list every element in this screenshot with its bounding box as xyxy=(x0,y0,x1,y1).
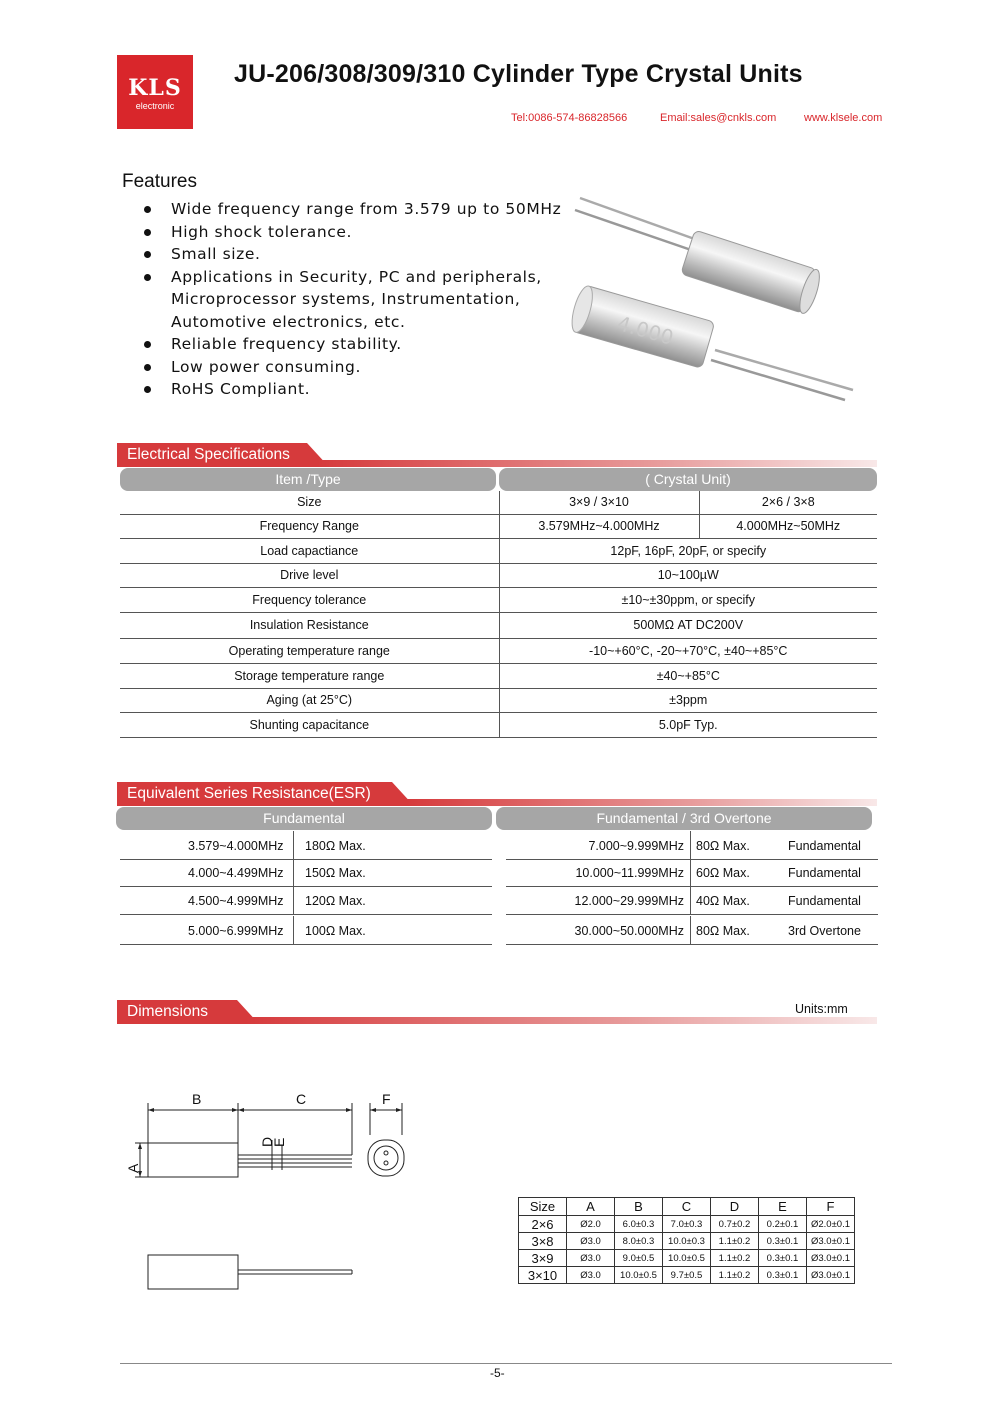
dim-label-d: D xyxy=(259,1136,275,1147)
spec-value: 3.579MHz~4.000MHz xyxy=(499,514,699,538)
table-cell: 9.0±0.5 xyxy=(615,1250,663,1267)
table-cell: 7.0±0.3 xyxy=(663,1216,711,1233)
feature-item: Small size. xyxy=(141,243,561,266)
esr-freq: 30.000~50.000MHz xyxy=(574,924,684,938)
esr-mode: Fundamental xyxy=(788,839,861,853)
esr-banner xyxy=(117,782,877,806)
table-row xyxy=(519,1267,855,1284)
spec-value: ±40~+85°C xyxy=(499,663,877,688)
spec-label: Shunting capacitance xyxy=(120,712,499,737)
table-cell: 10.0±0.3 xyxy=(663,1233,711,1250)
spec-value: 2×6 / 3×8 xyxy=(699,491,877,514)
esr-resistance: 120Ω Max. xyxy=(305,894,366,908)
table-cell: 0.3±0.1 xyxy=(759,1233,807,1250)
esr-resistance: 80Ω Max. xyxy=(696,924,750,938)
column-header: D xyxy=(711,1198,759,1216)
table-cell: 2×6 xyxy=(519,1216,567,1233)
spec-value: ±10~±30ppm, or specify xyxy=(499,587,877,612)
table-row xyxy=(120,886,492,915)
dim-label-c: C xyxy=(296,1091,307,1107)
page-number: -5- xyxy=(490,1366,505,1380)
table-cell: 1.1±0.2 xyxy=(711,1233,759,1250)
footer-divider xyxy=(120,1363,892,1364)
esr-freq: 4.500~4.999MHz xyxy=(188,894,284,908)
feature-item-continued: Automotive electronics, etc. xyxy=(171,312,406,331)
esr-freq: 10.000~11.999MHz xyxy=(575,866,684,880)
esr-resistance: 100Ω Max. xyxy=(305,924,366,938)
esr-mode: Fundamental xyxy=(788,866,861,880)
table-cell: 0.7±0.2 xyxy=(711,1216,759,1233)
table-cell: Ø3.0 xyxy=(567,1250,615,1267)
esr-resistance: 40Ω Max. xyxy=(696,894,750,908)
table-row xyxy=(120,491,877,514)
dimensions-banner xyxy=(117,1000,877,1024)
dim-label-b: B xyxy=(192,1091,202,1107)
contact-email: Email:sales@cnkls.com xyxy=(660,112,777,124)
spec-header-type: ( Crystal Unit) xyxy=(499,468,877,491)
column-header: Size xyxy=(519,1198,567,1216)
table-row xyxy=(120,663,877,688)
table-cell: 0.3±0.1 xyxy=(759,1250,807,1267)
electrical-spec-title: Electrical Specifications xyxy=(117,443,307,467)
esr-mode: Fundamental xyxy=(788,894,861,908)
spec-label: Aging (at 25°C) xyxy=(120,688,499,712)
table-row xyxy=(506,916,878,945)
table-cell: 3×9 xyxy=(519,1250,567,1267)
feature-item: RoHS Compliant. xyxy=(141,378,561,401)
spec-label: Frequency Range xyxy=(120,514,499,538)
crystal-product-photo xyxy=(545,190,865,405)
electrical-spec-table xyxy=(120,491,877,738)
esr-header-overtone: Fundamental / 3rd Overtone xyxy=(496,807,872,830)
logo-subtext: electronic xyxy=(135,101,175,111)
units-label: Units:mm xyxy=(795,1002,848,1016)
spec-value: 4.000MHz~50MHz xyxy=(699,514,877,538)
feature-item: Wide frequency range from 3.579 up to 50MHz xyxy=(141,198,561,221)
table-cell: 3×10 xyxy=(519,1267,567,1284)
dimension-drawing xyxy=(120,1085,420,1295)
column-header: A xyxy=(567,1198,615,1216)
esr-header-fundamental: Fundamental xyxy=(116,807,492,830)
spec-label: Size xyxy=(120,491,499,514)
esr-freq: 7.000~9.999MHz xyxy=(588,839,684,853)
spec-label: Frequency tolerance xyxy=(120,587,499,612)
dimensions-table xyxy=(518,1197,855,1284)
dim-label-f: F xyxy=(382,1091,391,1107)
column-header: E xyxy=(759,1198,807,1216)
table-cell: 6.0±0.3 xyxy=(615,1216,663,1233)
table-cell: Ø3.0 xyxy=(567,1233,615,1250)
logo-text: KLS xyxy=(128,75,182,101)
feature-item: Low power consuming. xyxy=(141,356,561,379)
dim-label-a: A xyxy=(125,1163,141,1173)
table-row xyxy=(120,514,877,538)
spec-value: 3×9 / 3×10 xyxy=(499,491,699,514)
spec-value: -10~+60°C, -20~+70°C, ±40~+85°C xyxy=(499,638,877,663)
table-cell: 9.7±0.5 xyxy=(663,1267,711,1284)
table-row xyxy=(120,916,492,945)
table-cell: Ø2.0±0.1 xyxy=(807,1216,855,1233)
table-row xyxy=(120,638,877,663)
column-header: C xyxy=(663,1198,711,1216)
electrical-spec-banner xyxy=(117,443,877,467)
table-row xyxy=(120,538,877,563)
table-cell: 0.3±0.1 xyxy=(759,1267,807,1284)
page-title: JU-206/308/309/310 Cylinder Type Crystal Units xyxy=(234,60,803,88)
spec-value: 10~100µW xyxy=(499,563,877,587)
table-row xyxy=(519,1216,855,1233)
esr-resistance: 180Ω Max. xyxy=(305,839,366,853)
features-list xyxy=(141,198,561,401)
esr-resistance: 80Ω Max. xyxy=(696,839,750,853)
table-row xyxy=(519,1233,855,1250)
feature-item: Reliable frequency stability. xyxy=(141,333,561,356)
table-cell: 1.1±0.2 xyxy=(711,1267,759,1284)
spec-label: Operating temperature range xyxy=(120,638,499,663)
spec-header-item: Item /Type xyxy=(120,468,496,491)
table-row xyxy=(120,587,877,612)
features-heading: Features xyxy=(122,171,197,192)
crystal-marking: 4.000 xyxy=(614,310,677,350)
table-cell: 1.1±0.2 xyxy=(711,1250,759,1267)
table-cell: Ø3.0±0.1 xyxy=(807,1233,855,1250)
column-header: B xyxy=(615,1198,663,1216)
table-row xyxy=(120,612,877,638)
table-cell: 10.0±0.5 xyxy=(615,1267,663,1284)
esr-resistance: 60Ω Max. xyxy=(696,866,750,880)
esr-freq: 12.000~29.999MHz xyxy=(574,894,684,908)
esr-freq: 5.000~6.999MHz xyxy=(188,924,284,938)
contact-website: www.klsele.com xyxy=(804,112,883,124)
table-cell: 10.0±0.5 xyxy=(663,1250,711,1267)
table-cell: 3×8 xyxy=(519,1233,567,1250)
dimensions-title: Dimensions xyxy=(117,1000,237,1024)
table-row xyxy=(506,831,878,860)
table-row xyxy=(519,1198,855,1216)
table-row xyxy=(506,886,878,915)
column-header: F xyxy=(807,1198,855,1216)
table-row xyxy=(120,712,877,737)
feature-item: High shock tolerance. xyxy=(141,221,561,244)
esr-freq: 4.000~4.499MHz xyxy=(188,866,284,880)
spec-label: Drive level xyxy=(120,563,499,587)
esr-freq: 3.579~4.000MHz xyxy=(188,839,284,853)
spec-value: ±3ppm xyxy=(499,688,877,712)
feature-item: Applications in Security, PC and peripherals, xyxy=(141,266,561,289)
table-row xyxy=(506,858,878,887)
table-row xyxy=(120,688,877,712)
spec-value: 12pF, 16pF, 20pF, or specify xyxy=(499,538,877,563)
table-row xyxy=(120,831,492,860)
spec-label: Load capactiance xyxy=(120,538,499,563)
esr-resistance: 150Ω Max. xyxy=(305,866,366,880)
table-cell: Ø3.0±0.1 xyxy=(807,1250,855,1267)
feature-item-continued: Microprocessor systems, Instrumentation, xyxy=(171,290,521,308)
spec-label: Storage temperature range xyxy=(120,663,499,688)
kls-logo xyxy=(117,55,193,129)
dim-label-e: E xyxy=(271,1137,287,1147)
table-cell: 8.0±0.3 xyxy=(615,1233,663,1250)
table-row xyxy=(120,563,877,587)
table-cell: 0.2±0.1 xyxy=(759,1216,807,1233)
spec-value: 500MΩ AT DC200V xyxy=(499,612,877,638)
esr-title: Equivalent Series Resistance(ESR) xyxy=(117,782,392,806)
table-cell: Ø2.0 xyxy=(567,1216,615,1233)
spec-value: 5.0pF Typ. xyxy=(499,712,877,737)
table-row xyxy=(519,1250,855,1267)
spec-label: Insulation Resistance xyxy=(120,612,499,638)
esr-mode: 3rd Overtone xyxy=(788,924,861,938)
contact-tel: Tel:0086-574-86828566 xyxy=(511,112,628,124)
table-row xyxy=(120,858,492,887)
table-cell: Ø3.0±0.1 xyxy=(807,1267,855,1284)
table-cell: Ø3.0 xyxy=(567,1267,615,1284)
